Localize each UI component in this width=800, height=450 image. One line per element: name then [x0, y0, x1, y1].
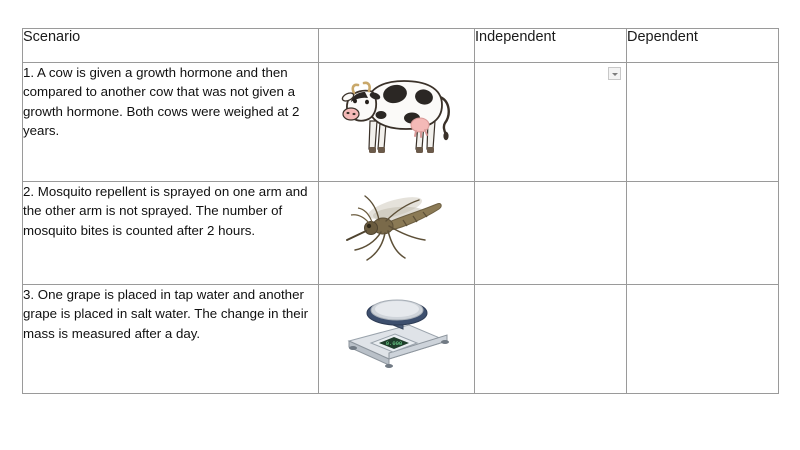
- table-row: [23, 285, 779, 394]
- chevron-down-icon[interactable]: [608, 67, 621, 80]
- dependent-answer-1[interactable]: [627, 63, 779, 182]
- header-scenario: Scenario: [23, 29, 319, 63]
- cow-illustration: [332, 63, 462, 168]
- header-image: [319, 29, 475, 63]
- scenario-image-3: [319, 285, 475, 394]
- table-row: [23, 63, 779, 182]
- independent-answer-2[interactable]: [475, 182, 627, 285]
- variables-table: [22, 28, 779, 394]
- independent-answer-1[interactable]: [475, 63, 627, 182]
- dependent-answer-3[interactable]: [627, 285, 779, 394]
- scenario-text-2: 2. Mosquito repellent is sprayed on one arm and the other arm is not sprayed. The number of mosquito bites is counted after 2 hours.: [23, 182, 319, 285]
- scenario-text-3: 3. One grape is placed in tap water and another grape is placed in salt water. The change in their mass is measured after a day.: [23, 285, 319, 394]
- balance-scale-photo: [331, 285, 463, 380]
- header-independent: Independent: [475, 29, 627, 63]
- scenario-image-2: [319, 182, 475, 285]
- mosquito-photo: [333, 182, 461, 273]
- worksheet-table-container: [22, 28, 778, 394]
- dependent-answer-2[interactable]: [627, 182, 779, 285]
- scenario-image-1: [319, 63, 475, 182]
- independent-answer-3[interactable]: [475, 285, 627, 394]
- header-dependent: Dependent: [627, 29, 779, 63]
- table-row: [23, 182, 779, 285]
- table-header-row: [23, 29, 779, 63]
- svg-text:0.000: 0.000: [385, 340, 402, 347]
- scenario-text-1: 1. A cow is given a growth hormone and then compared to another cow that was not given a growth hormone. Both cows were weighed at 2 years.: [23, 63, 319, 182]
